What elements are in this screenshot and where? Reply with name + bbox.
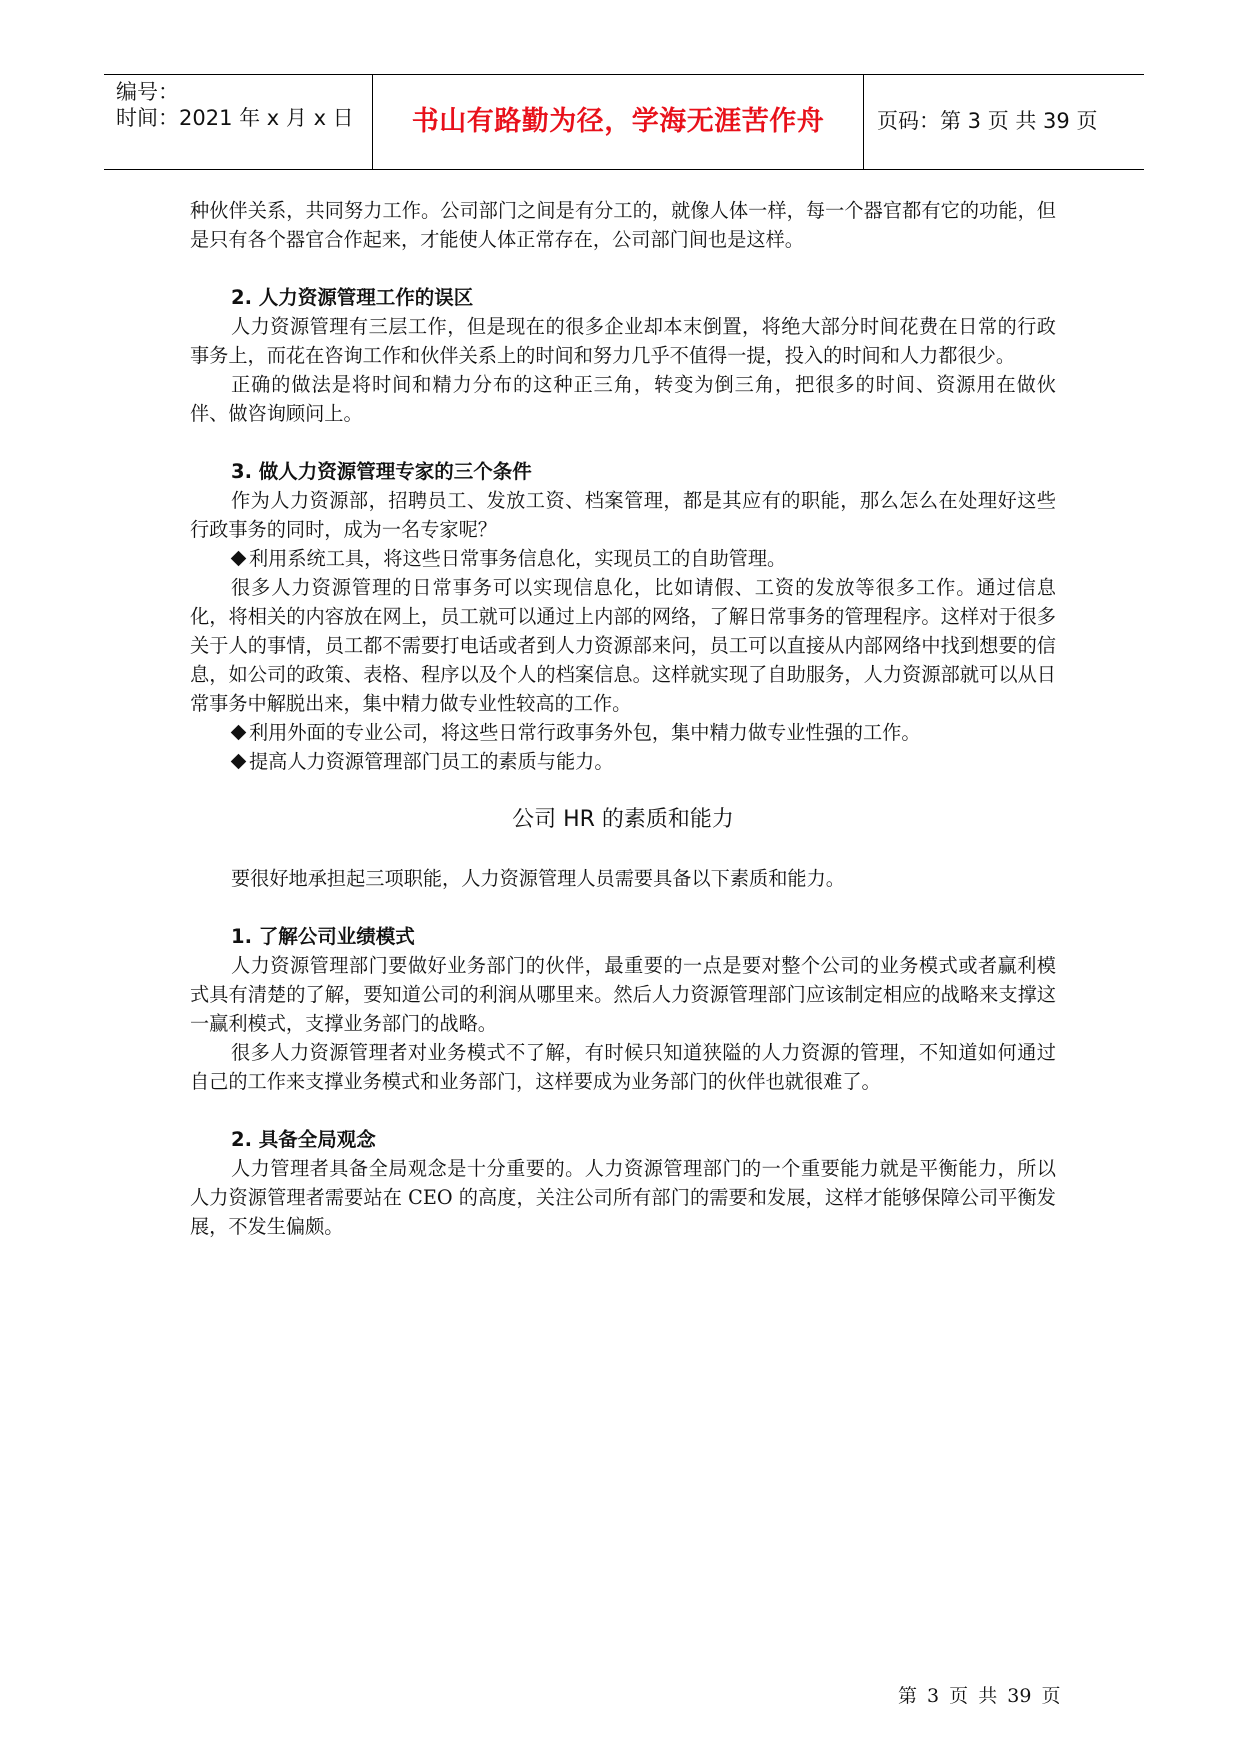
header-page-cell <box>863 75 1144 169</box>
paragraph: 人力资源管理有三层工作，但是现在的很多企业却本末倒置，将绝大部分时间花费在日常的行政事务上，而花在咨询工作和伙伴关系上的时间和努力几乎不值得一提，投入的时间和人力都很少。 <box>190 315 1056 367</box>
document-date: 时间：2021 年 x 月 x 日 <box>116 106 354 130</box>
bullet-item <box>190 718 1056 747</box>
paragraph: 正确的做法是将时间和精力分布的这种正三角，转变为倒三角，把很多的时间、资源用在做伙伴、做咨询顾问上。 <box>190 373 1056 425</box>
paragraph: 要很好地承担起三项职能，人力资源管理人员需要具备以下素质和能力。 <box>231 867 845 890</box>
section-title: 公司 HR 的素质和能力 <box>512 807 734 832</box>
header-page-info: 页码：第 3 页 共 39 页 <box>877 109 1098 133</box>
heading-hr-misconceptions: 2. 人力资源管理工作的误区 <box>231 286 474 309</box>
document-body <box>190 196 1056 1241</box>
paragraph: 作为人力资源部，招聘员工、发放工资、档案管理，都是其应有的职能，那么怎么在处理好这些行政事务的同时，成为一名专家呢？ <box>190 489 1056 541</box>
header-left-cell <box>104 75 372 169</box>
heading-global-view: 2. 具备全局观念 <box>231 1128 376 1151</box>
header-motto-cell <box>372 75 864 169</box>
heading-business-model: 1. 了解公司业绩模式 <box>231 925 415 948</box>
page-footer: 第 3 页 共 39 页 <box>898 1685 1061 1707</box>
bullet-item <box>190 544 1056 573</box>
heading-three-conditions: 3. 做人力资源管理专家的三个条件 <box>231 460 532 483</box>
header-motto: 书山有路勤为径，学海无涯苦作舟 <box>411 106 825 137</box>
bullet-text: 提高人力资源管理部门员工的素质与能力。 <box>249 750 614 773</box>
bullet-item <box>190 747 1056 776</box>
page-header <box>104 74 1144 170</box>
document-number-label: 编号： <box>116 80 179 104</box>
paragraph: 很多人力资源管理者对业务模式不了解，有时候只知道狭隘的人力资源的管理，不知道如何通过自己的工作来支撑业务模式和业务部门，这样要成为业务部门的伙伴也就很难了。 <box>190 1041 1056 1093</box>
bullet-text: 利用外面的专业公司，将这些日常行政事务外包，集中精力做专业性强的工作。 <box>249 721 921 744</box>
paragraph: 人力资源管理部门要做好业务部门的伙伴，最重要的一点是要对整个公司的业务模式或者赢利模式具有清楚的了解，要知道公司的利润从哪里来。然后人力资源管理部门应该制定相应的战略来支撑这一赢利模式，支撑业务部门的战略。 <box>190 954 1056 1035</box>
paragraph: 很多人力资源管理的日常事务可以实现信息化，比如请假、工资的发放等很多工作。通过信息化，将相关的内容放在网上，员工就可以通过上内部的网络，了解日常事务的管理程序。这样对于很多关于人的事情，员工都不需要打电话或者到人力资源部来问，员工可以直接从内部网络中找到想要的信息，如公司的政策、表格、程序以及个人的档案信息。这样就实现了自助服务，人力资源部就可以从日常事务中解脱出来，集中精力做专业性较高的工作。 <box>190 576 1056 715</box>
paragraph: 人力管理者具备全局观念是十分重要的。人力资源管理部门的一个重要能力就是平衡能力，所以人力资源管理者需要站在 CEO 的高度，关注公司所有部门的需要和发展，这样才能够保障公司平衡发展，不发生偏颇。 <box>190 1157 1056 1238</box>
bullet-text: 利用系统工具，将这些日常事务信息化，实现员工的自助管理。 <box>249 547 787 570</box>
paragraph-intro: 种伙伴关系，共同努力工作。公司部门之间是有分工的，就像人体一样，每一个器官都有它的功能，但是只有各个器官合作起来，才能使人体正常存在，公司部门间也是这样。 <box>190 199 1056 251</box>
